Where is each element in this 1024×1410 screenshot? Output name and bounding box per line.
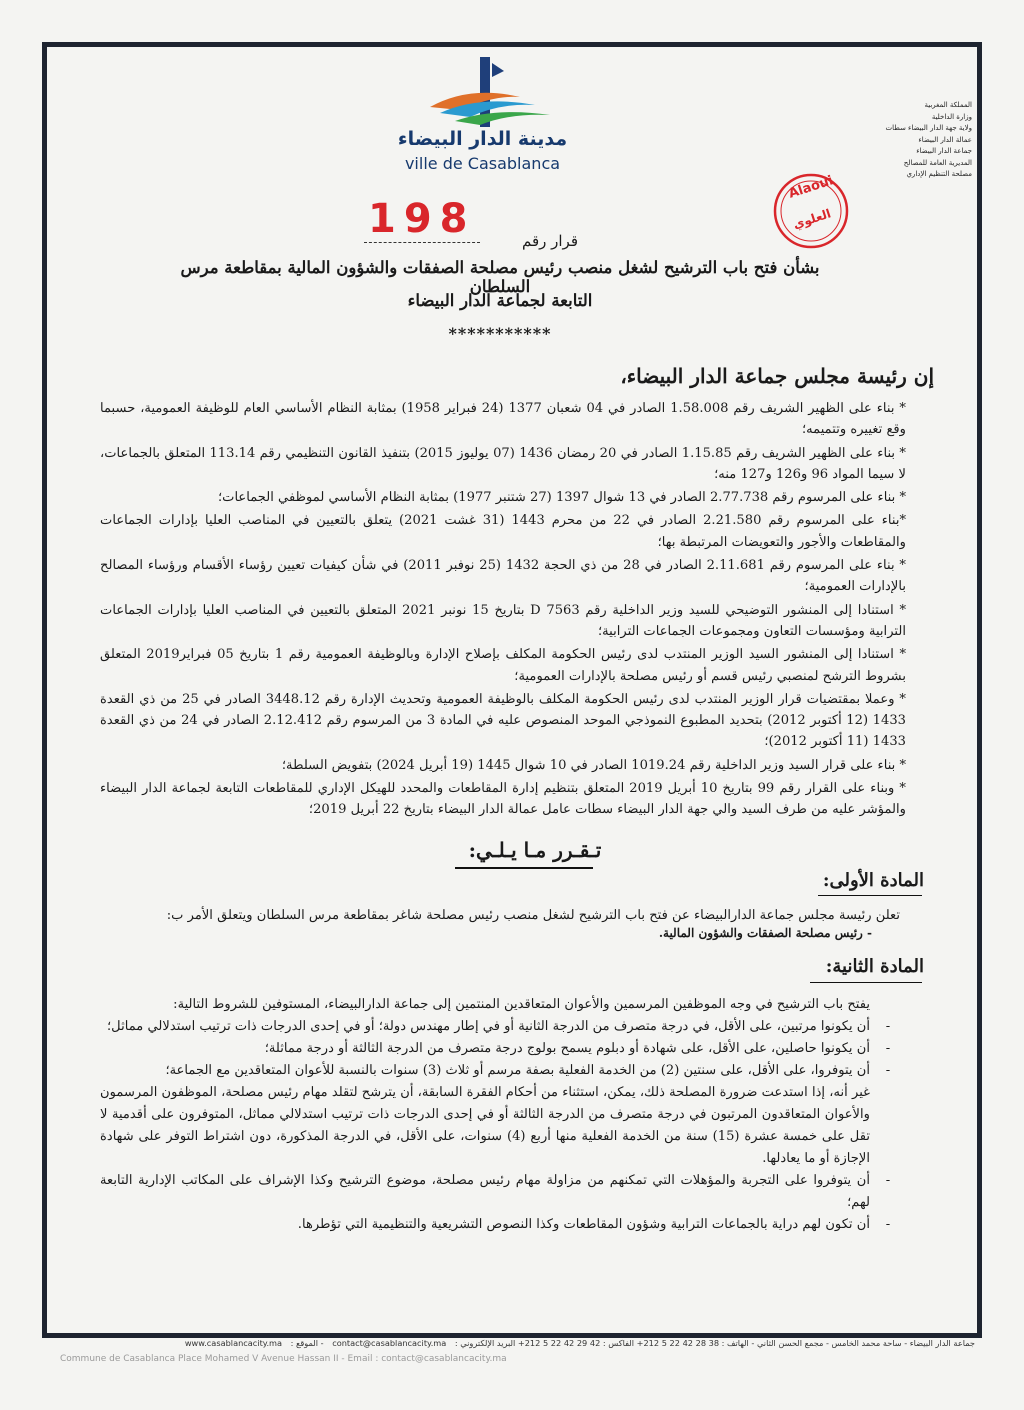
condition-item bbox=[100, 1016, 906, 1038]
admin-line: المملكة المغربية bbox=[924, 101, 972, 109]
condition-item bbox=[100, 1214, 906, 1236]
decision-label: قرار رقم bbox=[521, 232, 578, 250]
dash-bullet: - bbox=[885, 1041, 891, 1056]
stamp-text-arabic: العلوي bbox=[791, 206, 833, 232]
preamble-heading: إن رئيسة مجلس جماعة الدار البيضاء، bbox=[620, 364, 934, 388]
condition-text: أن يكونوا مرتبين، على الأقل، في درجة متصرف من الدرجة الثانية أو في إطار مهندس دولة؛ أو في إحدى الدرجات ذات ترتيب استدلالي مماثل؛ bbox=[107, 1019, 870, 1034]
article-2-intro: يفتح باب الترشيح في وجه الموظفين المرسمين والأعوان المتعاقدين المنتمين إلى جماعة الدارالبيضاء، المستوفين للشروط التالية: bbox=[173, 997, 870, 1012]
preamble-clause: * وبناء على القرار رقم 99 بتاريخ 10 أبريل 2019 المتعلق بتنظيم إدارة المقاطعات والمحدد للهيكل الإداري للمقاطعات التابعة لجماعة الدار البيضاء والمؤشر عليه من طرف السيد والي جهة الدار البيضاء سطات عامل عمالة الدار البيضاء بتاريخ 22 أبريل 2019؛ bbox=[100, 781, 906, 818]
stamp-text-latin: Alaoui bbox=[786, 173, 836, 202]
logo-arabic-text: مدينة الدار البيضاء bbox=[397, 128, 568, 150]
administrative-header bbox=[852, 100, 972, 181]
admin-line: ولاية جهة الدار البيضاء سطات bbox=[885, 124, 972, 132]
dash-bullet: - bbox=[885, 1063, 891, 1078]
article-1-title: المادة الأولى: bbox=[822, 870, 924, 891]
article-2-title: المادة الثانية: bbox=[825, 956, 924, 977]
admin-line: المديرية العامة للمصالح bbox=[903, 158, 972, 167]
condition-item bbox=[100, 1170, 906, 1214]
article-2-underline bbox=[810, 982, 922, 983]
preamble-clause: * بناء على قرار السيد وزير الداخلية رقم 1019.24 الصادر في 10 شوال 1445 (19 أبريل 2024) بتفويض السلطة؛ bbox=[281, 757, 906, 773]
preamble-clause: * بناء على الظهير الشريف رقم 1.15.85 الصادر في 20 رمضان 1436 (07 يوليوز 2015) بتنفيذ القانون التنظيمي رقم 113.14 المتعلق بالجماعات، لا سيما المواد 96 و126 و127 منه؛ bbox=[100, 445, 906, 482]
preamble-clause: * بناء على الظهير الشريف رقم 1.58.008 الصادر في 04 شعبان 1377 (24 فبراير 1958) بمثابة النظام الأساسي العام للوظيفة العمومية، حسبما وقع تغييره وتتميمه؛ bbox=[100, 401, 906, 438]
article-2-body bbox=[100, 994, 906, 1236]
decides-underline bbox=[455, 867, 593, 869]
condition-text: أن يكونوا حاصلين، على الأقل، على شهادة أو دبلوم يسمح بولوج درجة متصرف من الدرجة الثالثة أو درجة مماثلة؛ bbox=[264, 1041, 870, 1056]
article-1-item: - رئيس مصلحة الصفقات والشؤون المالية. bbox=[658, 926, 872, 940]
preamble-clause: * استنادا إلى المنشور التوضيحي للسيد وزير الداخلية رقم D 7563 بتاريخ 15 نونبر 2021 المتعلق بالتعيين في المناصب العليا بإدارات الجماعات الترابية ومؤسسات التعاون ومجموعات الجماعات الترابية؛ bbox=[100, 602, 906, 639]
admin-line: عمالة الدار البيضاء bbox=[918, 135, 972, 144]
dash-bullet: - bbox=[885, 1019, 891, 1034]
preamble-clause: *بناء على المرسوم رقم 2.21.580 الصادر في 22 من محرم 1443 (31 غشت 2021) يتعلق بالتعيين في المناصب العليا بإدارات الجماعات والمقاطعات والأجور والتعويضات المرتبطة بها؛ bbox=[100, 513, 907, 550]
admin-line: جماعة الدار البيضاء bbox=[916, 147, 972, 155]
footer-site-label: - الموقع : bbox=[290, 1338, 324, 1348]
admin-line: وزارة الداخلية bbox=[931, 112, 972, 121]
footer-address: جماعة الدار البيضاء - ساحة محمد الخامس - مجمع الحسن الثاني - الهاتف : 38 28 42 22 5 212+ الفاكس : 42 29 42 22 5 212+ البريد الإلكتروني : bbox=[454, 1338, 975, 1348]
preamble bbox=[100, 398, 906, 823]
article-1-text: تعلن رئيسة مجلس جماعة الدارالبيضاء عن فتح باب الترشيح لشغل منصب رئيس مصلحة شاغر بمقاطعة مرس السلطان ويتعلق الأمر ب: bbox=[166, 908, 900, 923]
condition-text: أن تكون لهم دراية بالجماعات الترابية وشؤون المقاطعات وكذا النصوص التشريعية والتنظيمية التي تؤطرها. bbox=[297, 1217, 870, 1232]
dash-bullet: - bbox=[885, 1173, 891, 1188]
footer-french-line: Commune de Casablanca Place Mohamed V Avenue Hassan II - Email : contact@casablancacity.ma bbox=[60, 1354, 507, 1364]
condition-item bbox=[100, 1060, 906, 1082]
logo-french-text: ville de Casablanca bbox=[404, 154, 561, 173]
admin-line: مصلحة التنظيم الإداري bbox=[906, 170, 972, 178]
decision-number-line bbox=[364, 242, 480, 243]
decision-number: 198 bbox=[368, 196, 476, 242]
article-1-underline bbox=[818, 895, 922, 896]
title-separator: *********** bbox=[448, 324, 552, 343]
decides-heading: تـقـرر مـا يـلـي: bbox=[468, 838, 602, 862]
condition-text: أن يتوفروا على التجربة والمؤهلات التي تمكنهم من مزاولة مهام رئيس مصلحة، موضوع الترشيح وكذا الإشراف على المكاتب الإدارية التابعة لهم؛ bbox=[100, 1173, 870, 1210]
preamble-clause: * استنادا إلى المنشور السيد الوزير المنتدب لدى رئيس الحكومة المكلف بإصلاح الإدارة وبالوظيفة العمومية رقم 1 بتاريخ 05 فبراير2019 المتعلق بشروط الترشح لمنصبي رئيس قسم أو رئيس مصلحة بالإدارات العمومية؛ bbox=[100, 647, 906, 684]
footer-site: www.casablancacity.ma bbox=[184, 1338, 283, 1348]
preamble-clause: * بناء على المرسوم رقم 2.11.681 الصادر في 28 من ذي الحجة 1432 (25 نوفبر 2011) في شأن كيفيات تعيين رؤساء الأقسام ورؤساء المصالح بالإدارات العمومية؛ bbox=[100, 558, 906, 595]
condition-text: أن يتوفروا، على الأقل، على سنتين (2) من الخدمة الفعلية بصفة مرسم أو ثلاث (3) سنوات بالنسبة للأعوان المتعاقدين مع الجماعة؛ bbox=[165, 1063, 870, 1078]
preamble-clause: * بناء على المرسوم رقم 2.77.738 الصادر في 13 شوال 1397 (27 شتنبر 1977) بمثابة النظام الأساسي لموظفي الجماعات؛ bbox=[217, 490, 906, 506]
dash-bullet: - bbox=[885, 1217, 891, 1232]
condition-item bbox=[100, 1038, 906, 1060]
document-title-line2: التابعة لجماعة الدار البيضاء bbox=[407, 291, 593, 310]
document-title-line1: بشأن فتح باب الترشيح لشغل منصب رئيس مصلحة الصفقات والشؤون المالية بمقاطعة مرس السلطان bbox=[180, 258, 820, 296]
preamble-clause: * وعملا بمقتضيات قرار الوزير المنتدب لدى رئيس الحكومة المكلف بالوظيفة العمومية وتحديث الإدارة رقم 3448.12 الصادر في 25 من ذي القعدة 1433 (12 أكتوبر 2012) بتحديد المطبوع النموذجي الموحد المنصوص عليه في المادة 3 من المرسوم رقم 2.12.412 الصادر في 24 من ذي القعدة 1433 (11 أكتوبر 2012)؛ bbox=[100, 691, 906, 750]
exception-paragraph: غير أنه، إذا استدعت ضرورة المصلحة ذلك، يمكن، استثناء من أحكام الفقرة السابقة، أن يترشح لتقلد مهام رئيس مصلحة، الموظفون المرسمون والأعوان المتعاقدون المرتبون في درجة متصرف من الدرجة الثالثة أو في إحدى الدرجات ذات ترتيب استدلالي مماثل، المتوفرون على أقدمية لا تقل على خمسة عشرة (15) سنة من الخدمة الفعلية منها أربع (4) سنوات، على الأقل، في الدرجة المذكورة، دون اشتراط التوفر على شهادة الإجازة أو ما يعادلها. bbox=[100, 1085, 870, 1166]
footer-email: contact@casablancacity.ma bbox=[332, 1338, 447, 1348]
